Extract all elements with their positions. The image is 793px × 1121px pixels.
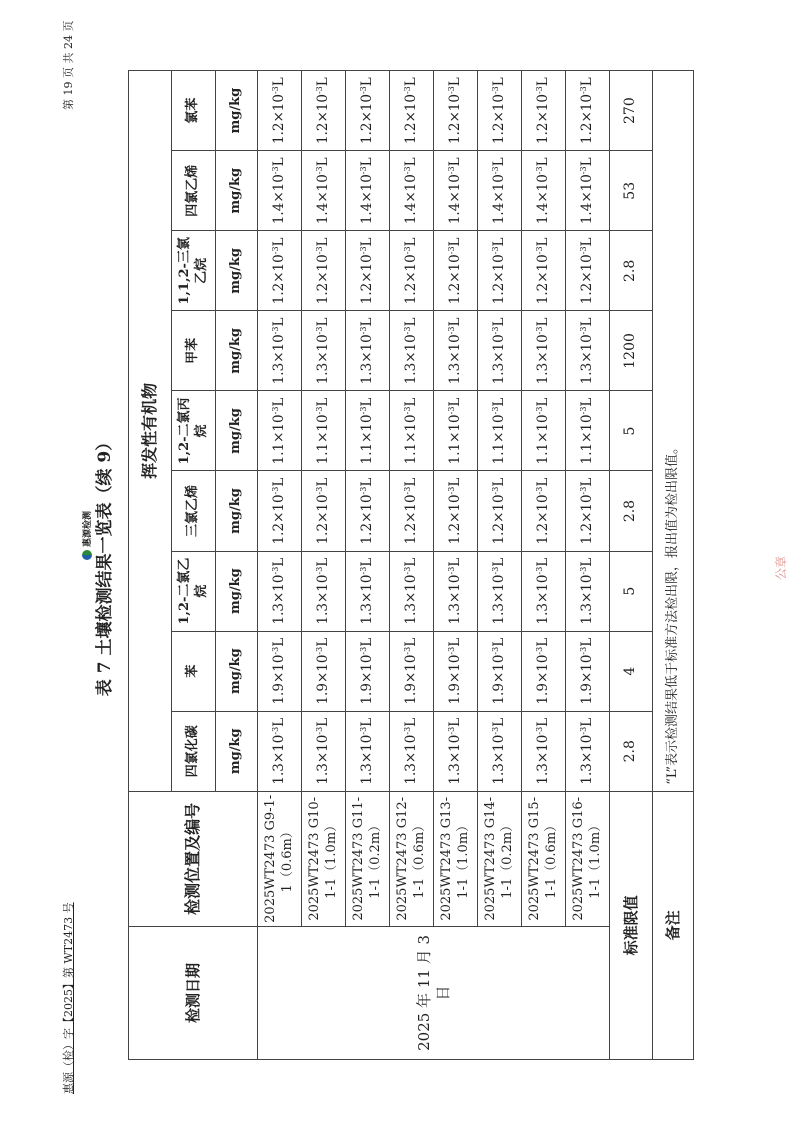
compound-header: 甲苯 (172, 311, 216, 391)
result-value: $1.3\times 10^{-3}L$ (302, 551, 346, 631)
sample-location: 2025WT2473 G13-1-1（1.0m） (434, 791, 478, 926)
result-value: $1.9\times 10^{-3}L$ (434, 631, 478, 711)
standard-limit-value: 270 (610, 71, 653, 151)
remark-text: “L”表示检测结果低于标准方法检出限，报出值为检出限值。 (653, 71, 694, 792)
unit-header: mg/kg (216, 551, 258, 631)
result-value: $1.2\times 10^{-3}L$ (390, 471, 434, 551)
result-value: $1.2\times 10^{-3}L$ (522, 71, 566, 151)
result-value: $1.2\times 10^{-3}L$ (346, 231, 390, 311)
result-value: $1.9\times 10^{-3}L$ (522, 631, 566, 711)
result-value: $1.3\times 10^{-3}L$ (302, 711, 346, 791)
table-row (302, 71, 346, 1060)
result-value: $1.1\times 10^{-3}L$ (478, 391, 522, 471)
result-value: $1.2\times 10^{-3}L$ (346, 71, 390, 151)
result-value: $1.4\times 10^{-3}L$ (434, 151, 478, 231)
sample-location: 2025WT2473 G16-1-1（1.0m） (566, 791, 610, 926)
result-value: $1.3\times 10^{-3}L$ (566, 311, 610, 391)
unit-header: mg/kg (216, 391, 258, 471)
result-value: $1.3\times 10^{-3}L$ (478, 311, 522, 391)
result-value: $1.2\times 10^{-3}L$ (478, 231, 522, 311)
result-value: $1.3\times 10^{-3}L$ (434, 711, 478, 791)
table-caption: 表 7 土壤检测结果一览表（续 9） (95, 433, 115, 697)
result-value: $1.4\times 10^{-3}L$ (390, 151, 434, 231)
compound-header: 四氯化碳 (172, 711, 216, 791)
unit-header: mg/kg (216, 231, 258, 311)
remark-label: 备注 (653, 791, 694, 1059)
result-value: $1.4\times 10^{-3}L$ (522, 151, 566, 231)
unit-header: mg/kg (216, 151, 258, 231)
result-value: $1.3\times 10^{-3}L$ (258, 711, 302, 791)
result-value: $1.9\times 10^{-3}L$ (566, 631, 610, 711)
sample-location: 2025WT2473 G15-1-1（0.6m） (522, 791, 566, 926)
result-value: $1.2\times 10^{-3}L$ (434, 471, 478, 551)
result-value: $1.2\times 10^{-3}L$ (566, 71, 610, 151)
result-value: $1.3\times 10^{-3}L$ (566, 711, 610, 791)
standard-limit-value: 2.8 (610, 711, 653, 791)
unit-header: mg/kg (216, 631, 258, 711)
result-value: $1.1\times 10^{-3}L$ (390, 391, 434, 471)
result-value: $1.4\times 10^{-3}L$ (478, 151, 522, 231)
result-value: $1.1\times 10^{-3}L$ (258, 391, 302, 471)
soil-results-table (128, 70, 694, 1060)
result-value: $1.2\times 10^{-3}L$ (302, 231, 346, 311)
result-value: $1.3\times 10^{-3}L$ (346, 551, 390, 631)
sample-location: 2025WT2473 G10-1-1（1.0m） (302, 791, 346, 926)
result-value: $1.2\times 10^{-3}L$ (390, 231, 434, 311)
result-value: $1.1\times 10^{-3}L$ (522, 391, 566, 471)
table-row (522, 71, 566, 1060)
compound-header: 三氯乙烯 (172, 471, 216, 551)
result-value: $1.2\times 10^{-3}L$ (346, 471, 390, 551)
standard-limit-value: 4 (610, 631, 653, 711)
standard-limit-value: 2.8 (610, 471, 653, 551)
result-value: $1.3\times 10^{-3}L$ (390, 711, 434, 791)
logo-text: 惠源检测 (83, 510, 93, 547)
result-value: $1.3\times 10^{-3}L$ (390, 311, 434, 391)
result-value: $1.2\times 10^{-3}L$ (258, 231, 302, 311)
table-row (346, 71, 390, 1060)
standard-limit-value: 5 (610, 551, 653, 631)
header-voc-group: 挥发性有机物 (129, 71, 172, 792)
result-value: $1.2\times 10^{-3}L$ (302, 471, 346, 551)
result-value: $1.3\times 10^{-3}L$ (258, 551, 302, 631)
result-value: $1.3\times 10^{-3}L$ (478, 711, 522, 791)
result-value: $1.3\times 10^{-3}L$ (522, 311, 566, 391)
result-value: $1.3\times 10^{-3}L$ (434, 311, 478, 391)
result-value: $1.2\times 10^{-3}L$ (302, 71, 346, 151)
remark-row (653, 71, 694, 1060)
result-value: $1.3\times 10^{-3}L$ (302, 311, 346, 391)
table-row (434, 71, 478, 1060)
result-value: $1.1\times 10^{-3}L$ (566, 391, 610, 471)
standard-limit-label: 标准限值 (610, 791, 653, 1059)
result-value: $1.3\times 10^{-3}L$ (434, 551, 478, 631)
result-value: $1.2\times 10^{-3}L$ (478, 471, 522, 551)
document-number: 惠源（检）字【2025】第 WT2473 号 (62, 902, 75, 1094)
result-value: $1.2\times 10^{-3}L$ (390, 71, 434, 151)
result-value: $1.2\times 10^{-3}L$ (258, 71, 302, 151)
result-value: $1.4\times 10^{-3}L$ (566, 151, 610, 231)
standard-limit-value: 2.8 (610, 231, 653, 311)
result-value: $1.3\times 10^{-3}L$ (390, 551, 434, 631)
result-value: $1.2\times 10^{-3}L$ (566, 231, 610, 311)
page-indicator: 第 19 页 共 24 页 (62, 20, 75, 110)
result-value: $1.2\times 10^{-3}L$ (434, 71, 478, 151)
result-value: $1.4\times 10^{-3}L$ (258, 151, 302, 231)
result-value: $1.3\times 10^{-3}L$ (346, 311, 390, 391)
compound-header: 1,1,2-三氯乙烷 (172, 231, 216, 311)
result-value: $1.2\times 10^{-3}L$ (258, 471, 302, 551)
unit-header: mg/kg (216, 71, 258, 151)
sample-location: 2025WT2473 G12-1-1（0.6m） (390, 791, 434, 926)
table-row (478, 71, 522, 1060)
result-value: $1.2\times 10^{-3}L$ (434, 231, 478, 311)
seal-text: 公章 (774, 555, 788, 580)
result-value: $1.3\times 10^{-3}L$ (522, 711, 566, 791)
sample-location: 2025WT2473 G9-1-1（0.6m） (258, 791, 302, 926)
result-value: $1.2\times 10^{-3}L$ (566, 471, 610, 551)
result-value: $1.9\times 10^{-3}L$ (390, 631, 434, 711)
result-value: $1.1\times 10^{-3}L$ (434, 391, 478, 471)
result-value: $1.1\times 10^{-3}L$ (346, 391, 390, 471)
standard-limit-row (610, 71, 653, 1060)
compound-header: 苯 (172, 631, 216, 711)
sample-location: 2025WT2473 G11-1-1（0.2m） (346, 791, 390, 926)
result-value: $1.2\times 10^{-3}L$ (522, 231, 566, 311)
result-value: $1.1\times 10^{-3}L$ (302, 391, 346, 471)
rotated-table-container (85, 70, 705, 1060)
result-value: $1.3\times 10^{-3}L$ (522, 551, 566, 631)
standard-limit-value: 1200 (610, 311, 653, 391)
result-value: $1.9\times 10^{-3}L$ (346, 631, 390, 711)
result-value: $1.4\times 10^{-3}L$ (346, 151, 390, 231)
result-value: $1.9\times 10^{-3}L$ (478, 631, 522, 711)
test-date: 2025 年 11 月 3 日 (258, 926, 610, 1059)
result-value: $1.3\times 10^{-3}L$ (258, 311, 302, 391)
header-date: 检测日期 (129, 926, 258, 1059)
sample-location: 2025WT2473 G14-1-1（0.2m） (478, 791, 522, 926)
compound-header: 四氯乙烯 (172, 151, 216, 231)
unit-header: mg/kg (216, 311, 258, 391)
result-value: $1.9\times 10^{-3}L$ (258, 631, 302, 711)
standard-limit-value: 5 (610, 391, 653, 471)
result-value: $1.3\times 10^{-3}L$ (566, 551, 610, 631)
result-value: $1.2\times 10^{-3}L$ (478, 71, 522, 151)
compound-header: 1,2-二氯乙烷 (172, 551, 216, 631)
table-row (566, 71, 610, 1060)
compound-header: 氯苯 (172, 71, 216, 151)
standard-limit-value: 53 (610, 151, 653, 231)
compound-header: 1,2-二氯丙烷 (172, 391, 216, 471)
unit-header: mg/kg (216, 711, 258, 791)
result-value: $1.3\times 10^{-3}L$ (346, 711, 390, 791)
result-value: $1.9\times 10^{-3}L$ (302, 631, 346, 711)
result-value: $1.4\times 10^{-3}L$ (302, 151, 346, 231)
header-location: 检测位置及编号 (129, 791, 258, 926)
result-value: $1.3\times 10^{-3}L$ (478, 551, 522, 631)
unit-header: mg/kg (216, 471, 258, 551)
table-row (258, 71, 302, 1060)
result-value: $1.2\times 10^{-3}L$ (522, 471, 566, 551)
table-row (390, 71, 434, 1060)
